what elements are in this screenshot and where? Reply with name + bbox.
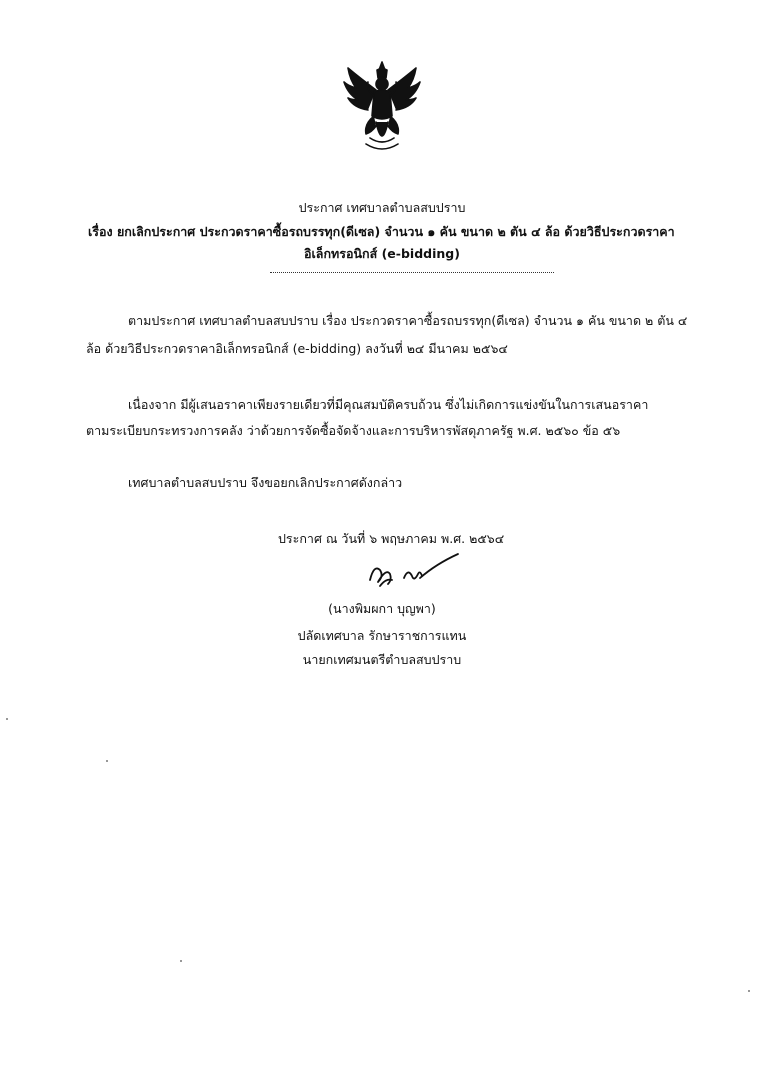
para1-line2: ล้อ ด้วยวิธีประกวดราคาอิเล็กทรอนิกส์ (e-bidding) ลงวันที่ ๒๔ มีนาคม ๒๕๖๔	[86, 341, 508, 356]
signatory-position-2: นายกเทศมนตรีตำบลสบปราบ	[302, 652, 462, 667]
dotted-divider	[270, 272, 554, 273]
subject-line-2: อิเล็กทรอนิกส์ (e-bidding)	[304, 246, 460, 261]
signatory-position-1: ปลัดเทศบาล รักษาราชการแทน	[297, 628, 467, 643]
para3: เทศบาลตำบลสบปราบ จึงขอยกเลิกประกาศดังกล่าว	[128, 475, 403, 490]
subject-text: ยกเลิกประกาศ ประกวดราคาซื้อรถบรรทุก(ดีเซล) จำนวน ๑ คัน ขนาด ๒ ตัน ๔ ล้อ ด้วยวิธีประกวดราคา	[116, 224, 675, 239]
para2-line1: เนื่องจาก มีผู้เสนอราคาเพียงรายเดียวที่มีคุณสมบัติครบถ้วน ซึ่งไม่เกิดการแข่งขันในการเสนอราคา	[128, 397, 649, 412]
subject-label: เรื่อง	[88, 224, 113, 239]
date-line: ประกาศ ณ วันที่ ๖ พฤษภาคม พ.ศ. ๒๕๖๔	[278, 531, 505, 546]
garuda-emblem-icon	[342, 60, 422, 154]
scan-speck	[180, 960, 182, 962]
handwritten-signature	[366, 550, 462, 592]
signatory-name: (นางพิมผกา บุญพา)	[328, 601, 436, 616]
subject-line	[88, 222, 675, 242]
scan-speck	[106, 760, 108, 762]
scan-speck	[6, 718, 8, 720]
agency-heading: ประกาศ เทศบาลตำบลสบปราบ	[298, 200, 466, 215]
para2-line2: ตามระเบียบกระทรวงการคลัง ว่าด้วยการจัดซื้อจัดจ้างและการบริหารพัสดุภาครัฐ พ.ศ. ๒๕๖๐ ข้อ ๕๖	[86, 423, 621, 438]
para1-line1: ตามประกาศ เทศบาลตำบลสบปราบ เรื่อง ประกวดราคาซื้อรถบรรทุก(ดีเซล) จำนวน ๑ คัน ขนาด ๒ ตัน ๔	[128, 313, 688, 328]
scan-speck	[748, 990, 750, 992]
